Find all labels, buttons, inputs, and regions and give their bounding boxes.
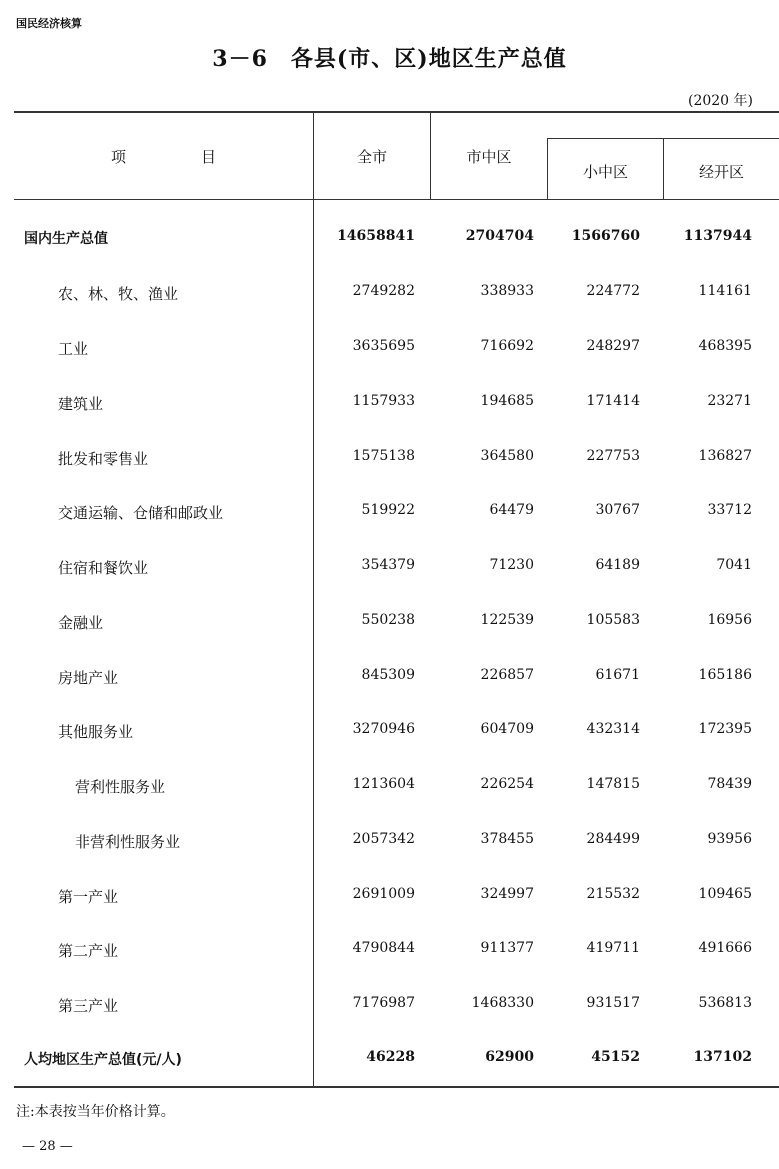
table-row [0, 940, 779, 960]
column-header-shizhong: 市中区 [466, 148, 512, 166]
cell-value: 215532 [586, 886, 640, 902]
column-header-jingkai: 经开区 [698, 163, 744, 181]
cell-value: 114161 [698, 283, 752, 299]
cell-value: 109465 [698, 886, 752, 902]
table-row [0, 228, 779, 248]
table-bottom-rule [14, 1086, 779, 1088]
cell-value: 354379 [361, 557, 415, 573]
cell-value: 248297 [586, 338, 640, 354]
cell-value: 604709 [480, 721, 534, 737]
row-label: 营利性服务业 [75, 778, 166, 796]
cell-value: 4790844 [352, 940, 415, 956]
row-label: 人均地区生产总值(元/人) [24, 1052, 182, 1068]
cell-value: 33712 [707, 502, 752, 518]
cell-value: 2749282 [352, 283, 415, 299]
row-label: 非营利性服务业 [75, 833, 181, 851]
cell-value: 172395 [698, 721, 752, 737]
footnote: 注:本表按当年价格计算。 [16, 1104, 175, 1120]
cell-value: 93956 [707, 831, 752, 847]
cell-value: 7176987 [352, 995, 415, 1011]
cell-value: 1213604 [352, 776, 415, 792]
row-label: 住宿和餐饮业 [58, 559, 149, 577]
cell-value: 105583 [586, 612, 640, 628]
table-row [0, 448, 779, 468]
column-header-xiaozhong: 小中区 [582, 163, 628, 181]
row-label: 工业 [58, 340, 89, 358]
table-row [0, 721, 779, 741]
table-row [0, 1049, 779, 1069]
cell-value: 62900 [485, 1049, 534, 1065]
row-label: 交通运输、仓储和邮政业 [58, 504, 224, 522]
cell-value: 845309 [361, 667, 415, 683]
table-row [0, 502, 779, 522]
table-row [0, 831, 779, 851]
row-label: 房地产业 [58, 669, 119, 687]
cell-value: 338933 [480, 283, 534, 299]
row-label: 建筑业 [58, 395, 104, 413]
cell-value: 165186 [698, 667, 752, 683]
row-label: 农、林、牧、渔业 [58, 285, 179, 303]
header-subgroup-rule [547, 138, 779, 139]
cell-value: 23271 [707, 393, 752, 409]
table-row [0, 338, 779, 358]
cell-value: 284499 [586, 831, 640, 847]
table-row [0, 995, 779, 1015]
cell-value: 71230 [489, 557, 534, 573]
cell-value: 30767 [595, 502, 640, 518]
row-label: 批发和零售业 [58, 450, 149, 468]
table-row [0, 283, 779, 303]
table-top-rule [14, 111, 779, 113]
row-label: 金融业 [58, 614, 104, 632]
row-label: 第二产业 [58, 942, 119, 960]
cell-value: 1468330 [471, 995, 534, 1011]
year-note: (2020 年) [687, 93, 753, 109]
cell-value: 226254 [480, 776, 534, 792]
cell-value: 171414 [586, 393, 640, 409]
cell-value: 137102 [693, 1049, 752, 1065]
cell-value: 136827 [698, 448, 752, 464]
cell-value: 2691009 [352, 886, 415, 902]
cell-value: 931517 [586, 995, 640, 1011]
cell-value: 419711 [586, 940, 640, 956]
cell-value: 78439 [707, 776, 752, 792]
cell-value: 432314 [586, 721, 640, 737]
section-label: 国民经济核算 [16, 17, 82, 30]
cell-value: 3635695 [352, 338, 415, 354]
cell-value: 519922 [361, 502, 415, 518]
cell-value: 194685 [480, 393, 534, 409]
cell-value: 61671 [595, 667, 640, 683]
table-row [0, 393, 779, 413]
table-row [0, 667, 779, 687]
cell-value: 14658841 [337, 228, 415, 244]
cell-value: 378455 [480, 831, 534, 847]
cell-value: 468395 [698, 338, 752, 354]
cell-value: 2057342 [352, 831, 415, 847]
cell-value: 550238 [361, 612, 415, 628]
column-header-city: 全市 [356, 148, 387, 166]
cell-value: 491666 [698, 940, 752, 956]
cell-value: 2704704 [465, 228, 534, 244]
cell-value: 3270946 [352, 721, 415, 737]
cell-value: 226857 [480, 667, 534, 683]
cell-value: 7041 [716, 557, 752, 573]
cell-value: 324997 [480, 886, 534, 902]
cell-value: 911377 [480, 940, 534, 956]
table-row [0, 886, 779, 906]
row-label: 第一产业 [58, 888, 119, 906]
cell-value: 1137944 [683, 228, 752, 244]
row-label: 其他服务业 [58, 723, 134, 741]
cell-value: 364580 [480, 448, 534, 464]
cell-value: 227753 [586, 448, 640, 464]
cell-value: 1157933 [352, 393, 415, 409]
cell-value: 45152 [591, 1049, 640, 1065]
cell-value: 224772 [586, 283, 640, 299]
header-bottom-rule [14, 199, 779, 200]
cell-value: 1575138 [352, 448, 415, 464]
cell-value: 46228 [366, 1049, 415, 1065]
column-header-item: 项 目 [110, 148, 216, 166]
row-label: 国内生产总值 [24, 231, 108, 247]
cell-value: 536813 [698, 995, 752, 1011]
cell-value: 64189 [595, 557, 640, 573]
page-number: — 28 — [22, 1139, 73, 1154]
cell-value: 1566760 [571, 228, 640, 244]
table-row [0, 612, 779, 632]
table-row [0, 557, 779, 577]
cell-value: 147815 [586, 776, 640, 792]
cell-value: 716692 [480, 338, 534, 354]
cell-value: 64479 [489, 502, 534, 518]
cell-value: 16956 [707, 612, 752, 628]
table-row [0, 776, 779, 796]
cell-value: 122539 [480, 612, 534, 628]
row-label: 第三产业 [58, 997, 119, 1015]
page-title: 3－6 各县(市、区)地区生产总值 [212, 46, 567, 72]
